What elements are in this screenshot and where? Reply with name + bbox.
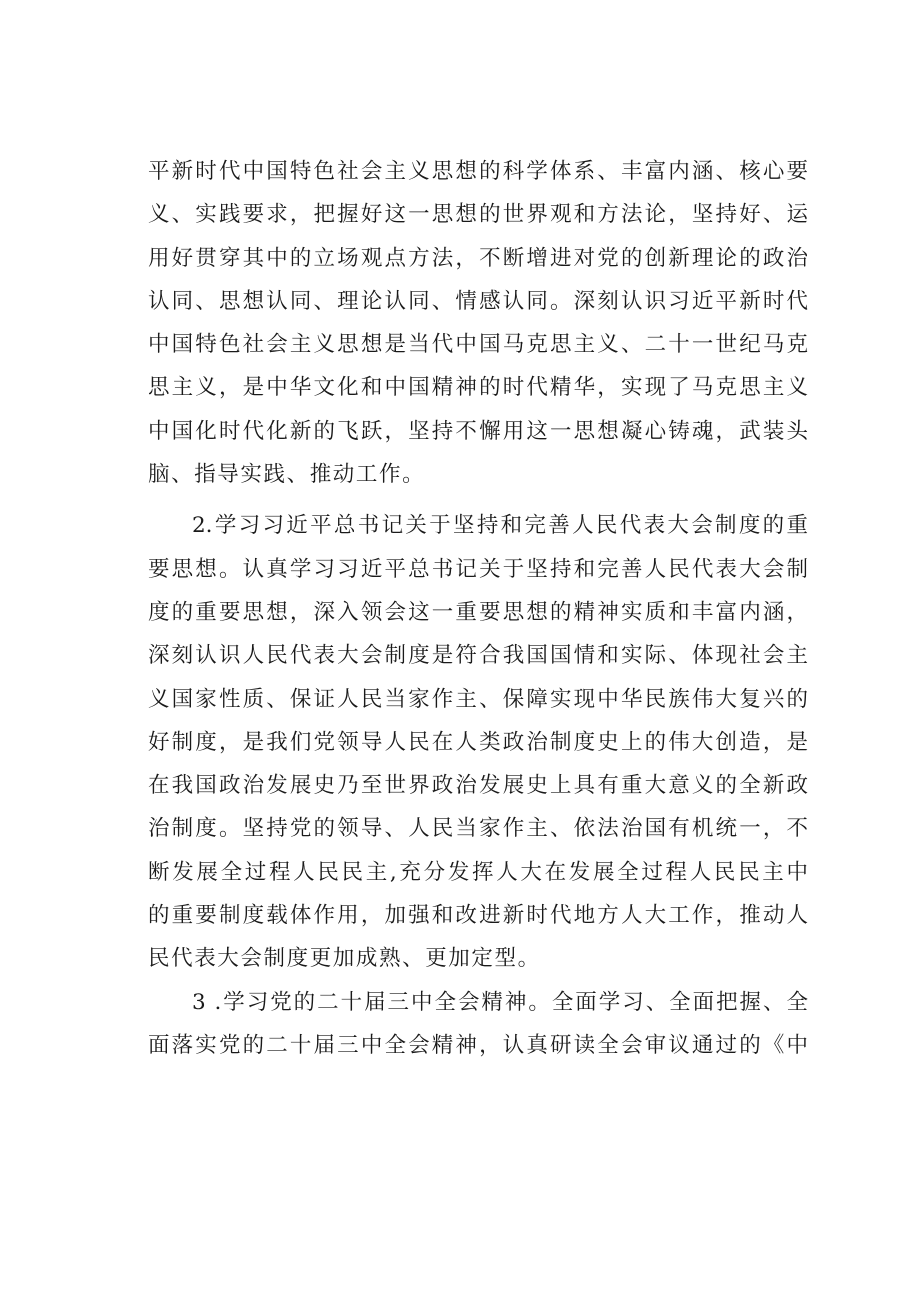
text-line: 中国特色社会主义思想是当代中国马克思主义、二十一世纪马克 xyxy=(148,332,808,358)
text-line: 断发展全过程人民民主,充分发挥人大在发展全过程人民民主中 xyxy=(148,859,808,885)
text-line: 深刻认识人民代表大会制度是符合我国国情和实际、体现社会主 xyxy=(148,643,808,669)
text-line: 在我国政治发展史乃至世界政治发展史上具有重大意义的全新政 xyxy=(148,773,808,799)
text-line: 思主义，是中华文化和中国精神的时代精华，实现了马克思主义 xyxy=(148,375,808,401)
text-line: 要思想。认真学习习近平总书记关于坚持和完善人民代表大会制 xyxy=(148,556,808,582)
text-line: 脑、指导实践、推动工作。 xyxy=(148,462,426,488)
text-line: 2.学习习近平总书记关于坚持和完善人民代表大会制度的重 xyxy=(192,513,808,539)
text-line: 度的重要思想，深入领会这一重要思想的精神实质和丰富内涵， xyxy=(148,599,808,625)
paragraph-2 xyxy=(148,504,808,980)
text-line: 民代表大会制度更加成熟、更加定型。 xyxy=(148,946,541,972)
text-line: 治制度。坚持党的领导、人民当家作主、依法治国有机统一，不 xyxy=(148,816,808,842)
text-line: 好制度，是我们党领导人民在人类政治制度史上的伟大创造，是 xyxy=(148,729,808,755)
text-line: 中国化时代化新的飞跃，坚持不懈用这一思想凝心铸魂，武装头 xyxy=(148,418,808,444)
text-line: 3 .学习党的二十届三中全会精神。全面学习、全面把握、全 xyxy=(192,989,808,1015)
text-line: 面落实党的二十届三中全会精神，认真研读全会审议通过的《中 xyxy=(148,1032,808,1058)
paragraph-3 xyxy=(148,981,808,1068)
text-line: 义国家性质、保证人民当家作主、保障实现中华民族伟大复兴的 xyxy=(148,686,808,712)
text-line: 认同、思想认同、理论认同、情感认同。深刻认识习近平新时代 xyxy=(148,288,808,314)
paragraph-1 xyxy=(148,150,808,496)
text-line: 义、实践要求，把握好这一思想的世界观和方法论，坚持好、运 xyxy=(148,202,808,228)
text-line: 的重要制度载体作用，加强和改进新时代地方人大工作，推动人 xyxy=(148,903,808,929)
text-line: 平新时代中国特色社会主义思想的科学体系、丰富内涵、核心要 xyxy=(148,159,808,184)
document-body xyxy=(148,150,808,1067)
text-line: 用好贯穿其中的立场观点方法，不断增进对党的创新理论的政治 xyxy=(148,245,808,271)
paragraph-spacer xyxy=(148,496,808,504)
